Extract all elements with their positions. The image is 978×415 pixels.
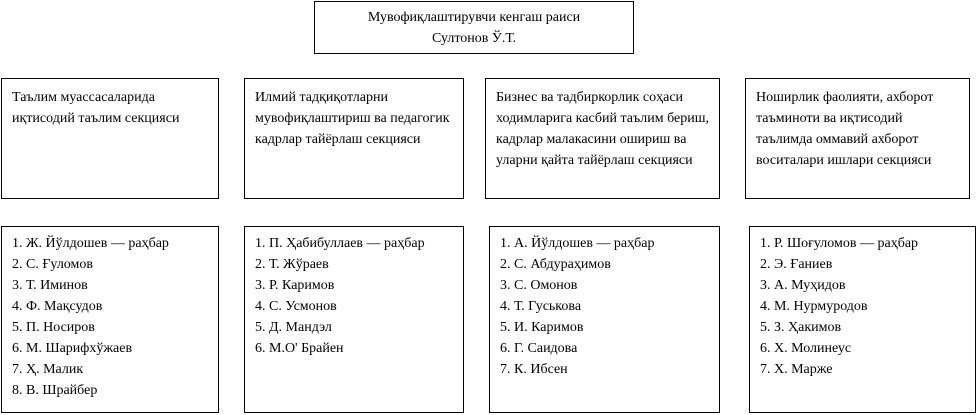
member-list-box xyxy=(244,226,464,413)
member-item: 3. А. Муҳидов xyxy=(760,278,846,293)
chairman-title: Мувофиқлаштирувчи кенгаш раиси xyxy=(367,10,581,25)
member-item: 8. В. Шрайбер xyxy=(12,383,98,398)
member-item: 5. П. Носиров xyxy=(12,320,95,335)
section-title: Бизнес ва тадбиркорлик соҳаси ходимларига касбий таълим бериш, кадрлар малакасини ошириш ва уларни қайта тайёрлаш секцияси xyxy=(496,90,709,168)
member-item: 1. А. Йўлдошев — раҳбар xyxy=(500,236,655,251)
member-item: 7. К. Ибсен xyxy=(500,362,568,377)
section-title: Ноширлик фаолияти, ахборот таъминоти ва иқтисодий таълимда оммавий ахборот воситалари ишлари секцияси xyxy=(756,90,934,168)
member-item: 2. Э. Ғаниев xyxy=(760,257,833,272)
member-item: 4. Ф. Мақсудов xyxy=(12,299,103,314)
member-item: 5. З. Ҳакимов xyxy=(760,320,842,335)
member-item: 6. М. Шарифхўжаев xyxy=(12,341,133,356)
section-box-publishing-media xyxy=(745,78,970,199)
member-list xyxy=(760,233,967,380)
member-item: 4. М. Нурмуродов xyxy=(760,299,868,314)
member-list xyxy=(500,233,711,380)
member-list xyxy=(12,233,210,401)
member-item: 3. С. Омонов xyxy=(500,278,578,293)
member-item: 2. С. Абдураҳимов xyxy=(500,257,611,272)
chairman-name: Султонов Ў.Т. xyxy=(432,31,516,46)
section-box-economic-education xyxy=(1,78,219,199)
member-item: 4. С. Усмонов xyxy=(255,299,337,314)
section-box-research-coordination xyxy=(244,78,464,199)
member-item: 3. Р. Каримов xyxy=(255,278,335,293)
member-item: 6. М.О' Брайен xyxy=(255,341,344,356)
member-item: 1. Ж. Йўлдошев — раҳбар xyxy=(12,236,169,251)
member-item: 2. С. Ғуломов xyxy=(12,257,94,272)
member-item: 1. Р. Шоғуломов — раҳбар xyxy=(760,236,919,251)
member-item: 6. Г. Саидова xyxy=(500,341,578,356)
member-item: 5. И. Каримов xyxy=(500,320,584,335)
member-item: 6. Х. Молинеус xyxy=(760,341,852,356)
member-item: 7. Х. Марже xyxy=(760,362,833,377)
section-title: Илмий тадқиқотларни мувофиқлаштириш ва педагогик кадрлар тайёрлаш секцияси xyxy=(255,90,450,147)
member-list-box xyxy=(749,226,976,413)
member-item: 5. Д. Мандэл xyxy=(255,320,332,335)
member-item: 4. Т. Гуськова xyxy=(500,299,582,314)
section-title: Таълим муассасаларида иқтисодий таълим секцияси xyxy=(12,90,180,126)
member-item: 3. Т. Иминов xyxy=(12,278,88,293)
member-list-box xyxy=(489,226,720,413)
chairman-box xyxy=(314,1,634,54)
member-item: 7. Ҳ. Малик xyxy=(12,362,84,377)
member-item: 2. Т. Жўраев xyxy=(255,257,329,272)
member-list xyxy=(255,233,455,359)
member-item: 1. П. Ҳабибуллаев — раҳбар xyxy=(255,236,425,251)
section-box-business-training xyxy=(485,78,720,199)
member-list-box xyxy=(1,226,219,413)
